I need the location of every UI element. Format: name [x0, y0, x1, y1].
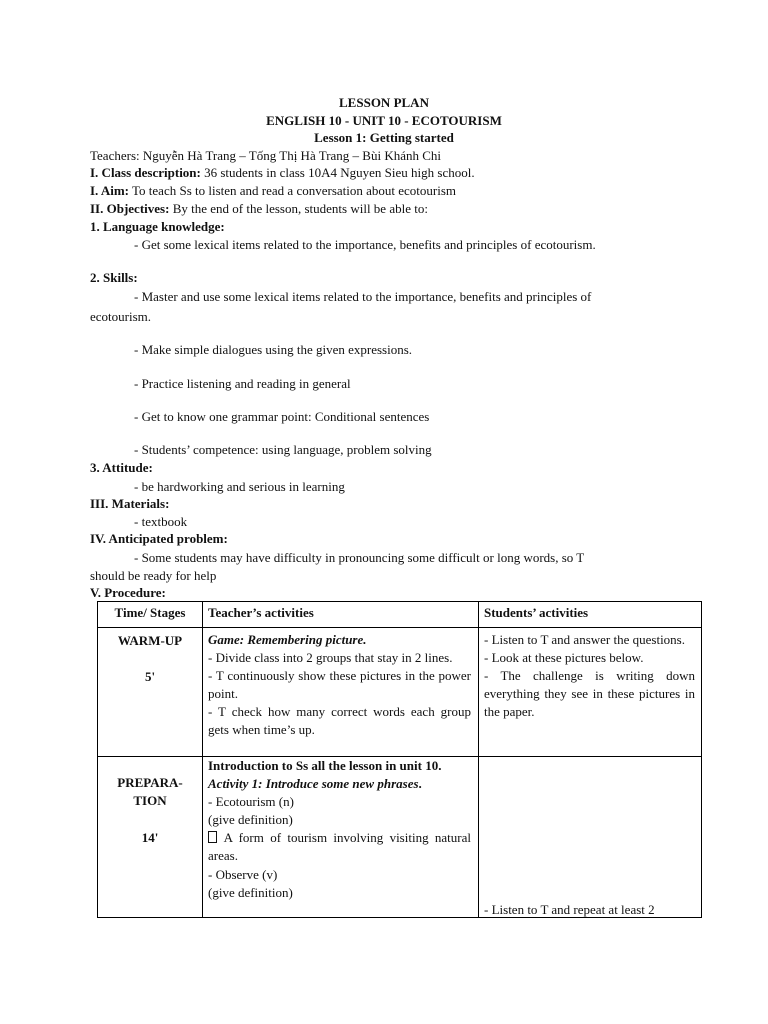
class-description-label: I. Class description:: [90, 165, 201, 180]
warmup-teacher-line: - T continuously show these pictures in the power point.: [208, 668, 471, 702]
skills-item-2: - Make simple dialogues using the given expressions.: [134, 342, 413, 357]
table-column-divider: [478, 602, 479, 917]
warmup-student-activities: [484, 631, 695, 721]
definition-line: [208, 829, 471, 865]
class-description: [90, 165, 702, 181]
give-definition-1: (give definition): [208, 812, 293, 828]
aim-text: To teach Ss to listen and read a conversation about ecotourism: [129, 183, 457, 198]
warmup-student-line: - The challenge is writing down everything they see in these pictures in the paper.: [484, 668, 695, 720]
aim-label: I. Aim:: [90, 183, 129, 198]
ecotourism-item: - Ecotourism (n): [208, 794, 294, 810]
procedure-heading: V. Procedure:: [90, 585, 166, 600]
attitude-item: - be hardworking and serious in learning: [134, 479, 345, 494]
observe-item: - Observe (v): [208, 866, 278, 882]
lesson-title: Lesson 1: Getting started: [314, 130, 454, 145]
table-row-divider: [98, 627, 701, 628]
skills-item-3: - Practice listening and reading in general: [134, 376, 351, 391]
language-knowledge-heading: 1. Language knowledge:: [90, 219, 225, 234]
document-title: LESSON PLAN: [339, 95, 429, 110]
warmup-student-line: - Look at these pictures below.: [484, 650, 644, 666]
anticipated-line-1: - Some students may have difficulty in pronouncing some difficult or long words, so T: [134, 550, 585, 565]
attitude-heading: 3. Attitude:: [90, 460, 153, 475]
warmup-teacher-line: - Divide class into 2 groups that stay in 2 lines.: [208, 650, 453, 666]
activity-1-line: [208, 775, 471, 793]
warmup-time: 5': [144, 669, 156, 684]
objectives-text: By the end of the lesson, students will be able to:: [169, 201, 428, 216]
unit-title: ENGLISH 10 - UNIT 10 - ECOTOURISM: [266, 113, 502, 128]
anticipated-heading: IV. Anticipated problem:: [90, 531, 228, 546]
skills-item-4: - Get to know one grammar point: Conditional sentences: [134, 409, 430, 424]
preparation-student-line: - Listen to T and repeat at least 2: [484, 902, 655, 917]
skills-item-1b: ecotourism.: [90, 309, 152, 324]
materials-heading: III. Materials:: [90, 496, 170, 511]
warmup-student-line: - Listen to T and answer the questions.: [484, 632, 685, 647]
materials-item: - textbook: [134, 514, 188, 529]
procedure-table: [97, 601, 702, 918]
warmup-teacher-activities: [208, 631, 471, 740]
aim: [90, 183, 702, 199]
activity-1-title: Activity 1: Introduce some new phrases: [208, 776, 419, 792]
column-header-teacher: Teacher’s activities: [208, 605, 314, 620]
checkbox-glyph-icon: [208, 831, 217, 843]
give-definition-2: (give definition): [208, 884, 293, 900]
skills-item-1a: - Master and use some lexical items related to the importance, benefits and principles of: [134, 289, 592, 304]
language-knowledge-item: - Get some lexical items related to the importance, benefits and principles of ecotourism.: [134, 237, 596, 252]
column-header-stages: Time/ Stages: [114, 605, 186, 620]
preparation-intro: Introduction to Ss all the lesson in unit 10.: [208, 758, 442, 773]
column-header-students: Students’ activities: [484, 605, 589, 620]
teachers-line: Teachers: Nguyễn Hà Trang – Tống Thị Hà Trang – Bùi Khánh Chi: [90, 148, 442, 163]
activity-1-period: .: [418, 776, 422, 792]
preparation-stage-line-2: TION: [133, 793, 167, 808]
table-column-divider: [202, 602, 203, 917]
warmup-stage: WARM-UP: [117, 633, 183, 648]
warmup-game-title: Game: Remembering picture.: [208, 632, 367, 647]
preparation-time: 14': [141, 830, 159, 845]
objectives-label: II. Objectives:: [90, 201, 170, 216]
anticipated-line-2: should be ready for help: [90, 568, 217, 583]
objectives: [90, 201, 702, 217]
definition-text: A form of tourism involving visiting natural areas.: [208, 830, 471, 864]
preparation-teacher-activities: [208, 757, 471, 902]
warmup-teacher-line: - T check how many correct words each group gets when time’s up.: [208, 704, 471, 738]
preparation-stage-line-1: PREPARA-: [117, 775, 183, 790]
skills-heading: 2. Skills:: [90, 270, 138, 285]
skills-item-5: - Students’ competence: using language, problem solving: [134, 442, 432, 457]
class-description-text: 36 students in class 10A4 Nguyen Sieu high school.: [200, 165, 475, 180]
